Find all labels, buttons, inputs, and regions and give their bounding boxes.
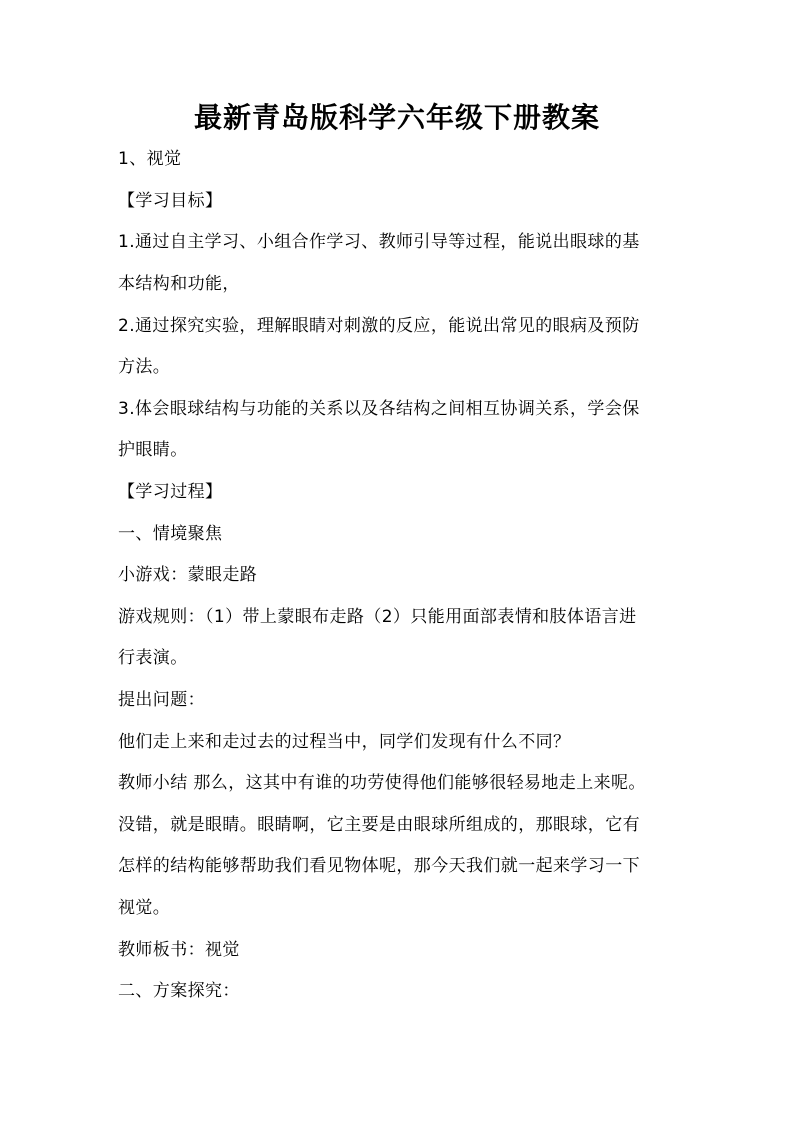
paragraph-line: 2.通过探究实验，理解眼睛对刺激的反应，能说出常见的眼病及预防 xyxy=(118,316,640,336)
paragraph-line: 提出问题： xyxy=(118,690,205,710)
paragraph-line: 1.通过自主学习、小组合作学习、教师引导等过程，能说出眼球的基 xyxy=(118,232,640,252)
section-heading: 1、视觉 xyxy=(118,149,182,169)
paragraph-line: 方法。 xyxy=(118,357,171,377)
paragraph-line: 视觉。 xyxy=(118,898,171,918)
subsection-heading: 二、方案探究： xyxy=(118,981,240,1001)
paragraph-line: 本结构和功能， xyxy=(118,274,240,294)
subsection-heading: 一、情境聚焦 xyxy=(118,524,223,544)
paragraph-line: 教师小结 那么，这其中有谁的功劳使得他们能够很轻易地走上来呢。 xyxy=(118,773,646,793)
paragraph-line: 游戏规则：（1）带上蒙眼布走路（2）只能用面部表情和肢体语言进 xyxy=(118,607,637,627)
paragraph-line: 护眼睛。 xyxy=(118,440,188,460)
document-title: 最新青岛版科学六年级下册教案 xyxy=(193,101,600,134)
subsection-heading: 【学习目标】 xyxy=(118,191,223,211)
paragraph-line: 没错，就是眼睛。眼睛啊，它主要是由眼球所组成的，那眼球，它有 xyxy=(118,815,640,835)
paragraph-line: 怎样的结构能够帮助我们看见物体呢，那今天我们就一起来学习一下 xyxy=(118,856,640,876)
paragraph-line: 3.体会眼球结构与功能的关系以及各结构之间相互协调关系，学会保 xyxy=(118,399,640,419)
paragraph-line: 教师板书：视觉 xyxy=(118,940,240,960)
paragraph-line: 行表演。 xyxy=(118,648,188,668)
paragraph-line: 小游戏：蒙眼走路 xyxy=(118,565,258,585)
subsection-heading: 【学习过程】 xyxy=(118,482,223,502)
paragraph-line: 他们走上来和走过去的过程当中，同学们发现有什么不同？ xyxy=(118,732,571,752)
